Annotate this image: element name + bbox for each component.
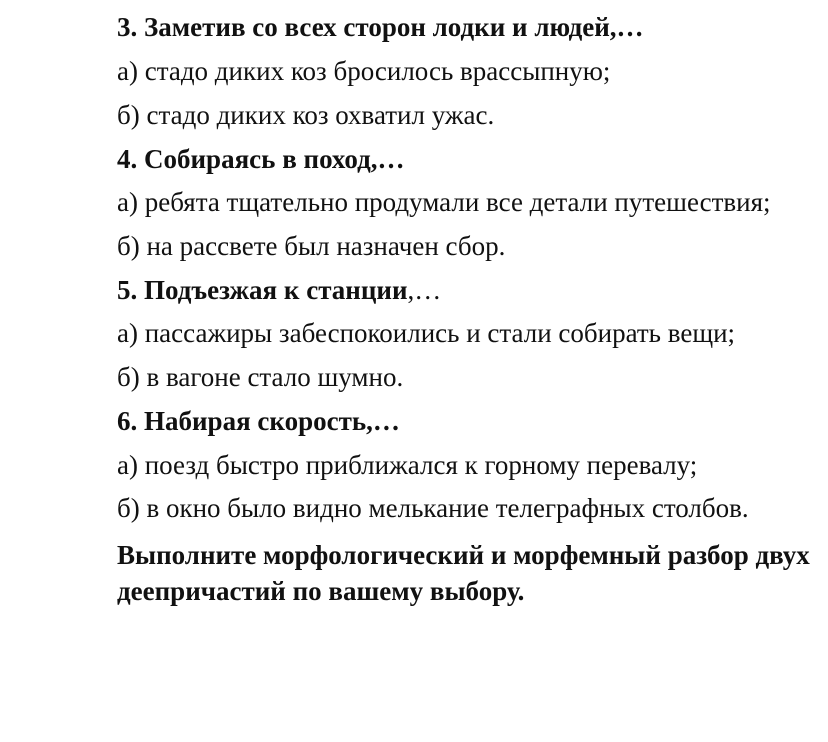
question-5-option-a: а) пассажиры забеспокоились и стали собирать вещи; xyxy=(117,318,736,348)
question-3-option-a: а) стадо диких коз бросилось врассыпную; xyxy=(117,56,611,86)
question-4-option-a: а) ребята тщательно продумали все детали путешествия; xyxy=(117,187,771,217)
question-6: 6. Набирая скорость,… xyxy=(117,406,400,436)
question-5 xyxy=(117,273,817,307)
question-5-ellipsis: ,… xyxy=(407,275,442,305)
question-6-option-a: а) поезд быстро приближался к горному перевалу; xyxy=(117,450,698,480)
question-5-text: 5. Подъезжая к станции xyxy=(117,275,408,305)
question-6-option-b: б) в окно было видно мелькание телеграфных столбов. xyxy=(117,493,749,523)
question-3-option-b: б) стадо диких коз охватил ужас. xyxy=(117,100,495,130)
question-4: 4. Собираясь в поход,… xyxy=(117,144,405,174)
question-5-option-b: б) в вагоне стало шумно. xyxy=(117,362,404,392)
worksheet xyxy=(117,10,817,609)
question-3: 3. Заметив со всех сторон лодки и людей,… xyxy=(117,12,644,42)
task-instruction: Выполните морфологический и морфемный разбор двух деепричастий по вашему выбору. xyxy=(117,540,810,606)
question-4-option-b: б) на рассвете был назначен сбор. xyxy=(117,231,506,261)
